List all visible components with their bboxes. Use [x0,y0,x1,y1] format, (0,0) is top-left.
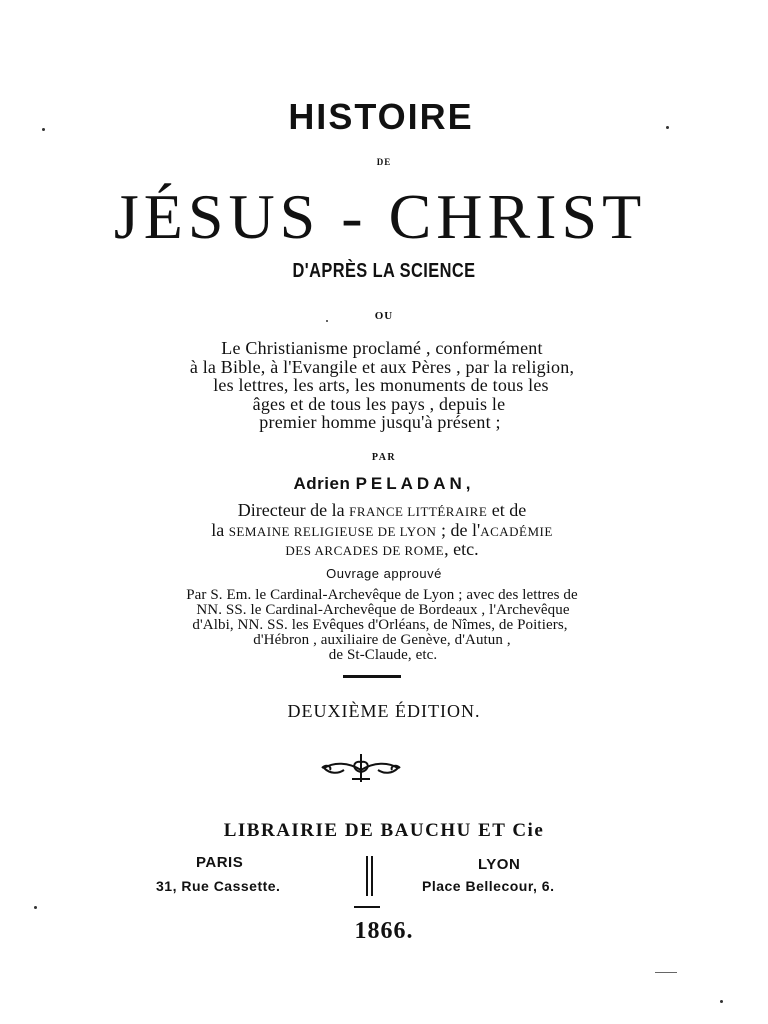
publication-year: 1866. [354,918,414,944]
author-name [0,474,768,494]
scan-speck [326,320,328,322]
approval-line: NN. SS. le Cardinal-Archevêque de Bordeaux , l'Archevêque [196,602,570,618]
approval-line: de St-Claude, etc. [328,647,438,663]
scan-speck [42,128,45,131]
academy-name: DES ARCADES DE ROME [285,543,445,558]
author-surname: PELADAN, [355,474,475,493]
description-line: Le Christianisme proclamé , conformément [221,338,543,358]
description-line: à la Bible, à l'Evangile et aux Pères , par la religion, [189,357,575,377]
affiliation-line-2 [0,520,766,541]
affiliation-text: , etc. [444,539,479,559]
author-first-name: Adrien [293,474,351,493]
title-ou: OU [374,310,394,322]
description-line: premier homme jusqu'à présent ; [259,412,501,432]
column-divider-rule [366,856,368,896]
scan-speck [666,126,669,129]
title-main: JÉSUS - CHRIST [113,181,647,252]
description-line: âges et de tous les pays , depuis le [252,394,506,414]
title-histoire: HISTOIRE [288,96,474,137]
par-label: PAR [371,452,397,463]
affiliation-text: Directeur de la [237,500,350,520]
approval-line: d'Albi, NN. SS. les Evêques d'Orléans, de Nîmes, de Poitiers, [192,617,568,633]
right-city: LYON [478,856,521,873]
affiliation-line-1 [0,500,766,521]
year-rule [354,906,380,908]
description-line: les lettres, les arts, les monuments de tous les [213,375,549,395]
journal-name: FRANCE LITTÉRAIRE [349,504,488,519]
scan-mark [655,972,677,973]
approval-line: Par S. Em. le Cardinal-Archevêque de Lyon ; avec des lettres de [186,587,578,603]
title-de: DE [376,157,392,167]
affiliation-text: et de [487,500,527,520]
scan-speck [720,1000,723,1003]
affiliation-line-3 [0,539,766,560]
left-city: PARIS [196,854,244,871]
left-address: 31, Rue Cassette. [156,878,281,894]
affiliation-text: la [211,520,229,540]
right-address: Place Bellecour, 6. [422,878,555,894]
divider-rule [343,675,401,678]
approval-line: d'Hébron , auxiliaire de Genève, d'Autun , [253,632,511,648]
academy-name: ACADÉMIE [480,524,553,539]
edition-label: DEUXIÈME ÉDITION. [287,701,481,721]
affiliation-text: ; de l' [436,520,481,540]
approval-heading: Ouvrage approuvé [326,566,442,581]
subtitle: D'APRÈS LA SCIENCE [292,260,476,282]
journal-name: SEMAINE RELIGIEUSE DE LYON [228,524,437,539]
fleuron-ornament-icon [318,748,404,788]
column-divider-rule [371,856,373,896]
scan-speck [34,906,37,909]
publisher-name: LIBRAIRIE DE BAUCHU ET Cie [223,820,545,841]
